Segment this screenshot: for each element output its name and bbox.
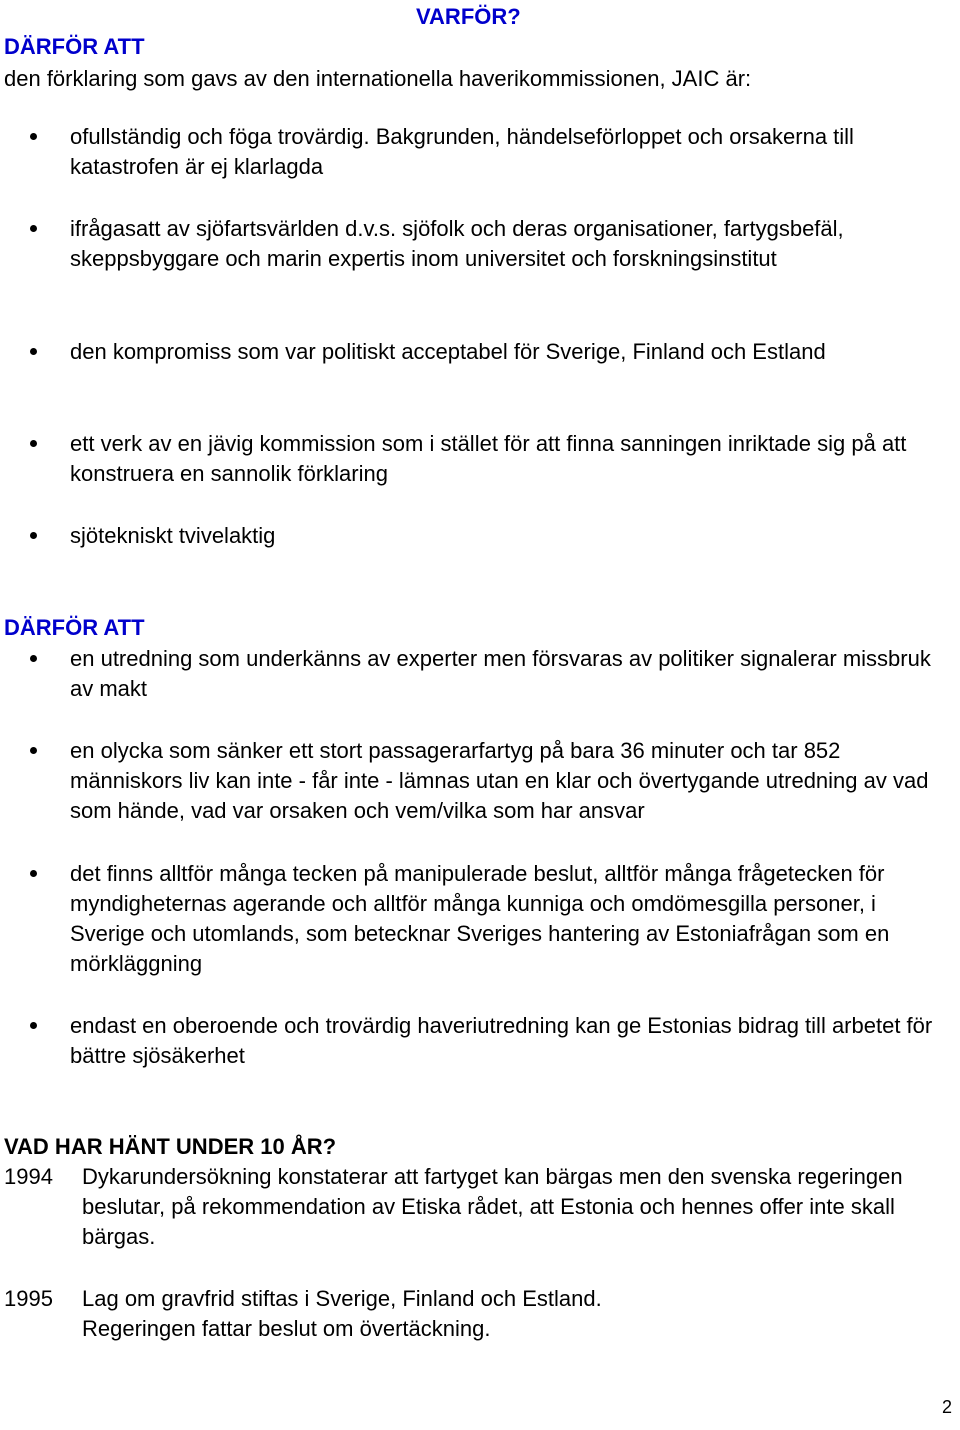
bullet-icon: [24, 122, 70, 182]
bullet-icon: [24, 1011, 70, 1071]
bullet-icon: [24, 214, 70, 274]
list-item: [24, 429, 944, 489]
section-heading-vad-har-hant: VAD HAR HÄNT UNDER 10 ÅR?: [4, 1134, 337, 1159]
page-number: 2: [941, 1397, 952, 1417]
list-item: [24, 644, 944, 704]
list-item-text: en utredning som underkänns av experter men försvaras av politiker signalerar missbruk av makt: [70, 646, 931, 701]
timeline-year: 1995: [4, 1286, 53, 1311]
bullet-icon: [24, 429, 70, 489]
bullet-icon: [24, 736, 70, 826]
bullet-icon: [24, 521, 70, 551]
list-item: [24, 214, 944, 274]
timeline-entry: [4, 1284, 944, 1344]
bullet-icon: [24, 337, 70, 367]
timeline-entry: [4, 1162, 944, 1252]
list-item: [24, 521, 944, 551]
bullet-icon: [24, 644, 70, 704]
list-item-text: ifrågasatt av sjöfartsvärlden d.v.s. sjöfolk och deras organisationer, fartygsbefäl, skeppsbyggare och marin expertis inom universitet och forskningsinstitut: [70, 216, 844, 271]
list-item: [24, 859, 944, 979]
timeline-text: [82, 1284, 944, 1344]
timeline-year: 1994: [4, 1164, 53, 1189]
timeline-text: Dykarundersökning konstaterar att fartyget kan bärgas men den svenska regeringen beslutar, på rekommendation av Etiska rådet, att Estonia och hennes offer inte skall bärgas.: [82, 1164, 903, 1249]
list-item-text: det finns alltför många tecken på manipulerade beslut, alltför många frågetecken för myndigheternas agerande och alltför många kunniga och omdömesgilla personer, i Sverige och utomlands, som betecknar Sveriges hantering av Estoniafrågan som en mörkläggning: [70, 861, 890, 976]
intro-paragraph: den förklaring som gavs av den internationella haverikommissionen, JAIC är:: [4, 66, 752, 91]
list-item-text: den kompromiss som var politiskt acceptabel för Sverige, Finland och Estland: [70, 339, 826, 364]
list-item: [24, 1011, 944, 1071]
list-item-text: ofullständig och föga trovärdig. Bakgrunden, händelseförloppet och orsakerna till katastrofen är ej klarlagda: [70, 124, 854, 179]
page-title: VARFÖR?: [416, 4, 521, 29]
timeline-text-line: Regeringen fattar beslut om övertäckning.: [82, 1316, 491, 1341]
list-item: [24, 122, 944, 182]
list-item-text: en olycka som sänker ett stort passagerarfartyg på bara 36 minuter och tar 852 människors liv kan inte - får inte - lämnas utan en klar och övertygande utredning av vad som hände, vad var orsaken och vem/vilka som har ansvar: [70, 738, 929, 823]
list-item-text: sjötekniskt tvivelaktig: [70, 523, 276, 548]
section-heading-darfor-att-1: DÄRFÖR ATT: [4, 34, 145, 59]
bullet-icon: [24, 859, 70, 979]
timeline-text-line: Lag om gravfrid stiftas i Sverige, Finland och Estland.: [82, 1286, 602, 1311]
list-item: [24, 736, 944, 826]
list-item-text: ett verk av en jävig kommission som i stället för att finna sanningen inriktade sig på att konstruera en sannolik förklaring: [70, 431, 907, 486]
list-item: [24, 337, 944, 367]
section-heading-darfor-att-2: DÄRFÖR ATT: [4, 615, 145, 640]
list-item-text: endast en oberoende och trovärdig haveriutredning kan ge Estonias bidrag till arbetet för bättre sjösäkerhet: [70, 1013, 933, 1068]
